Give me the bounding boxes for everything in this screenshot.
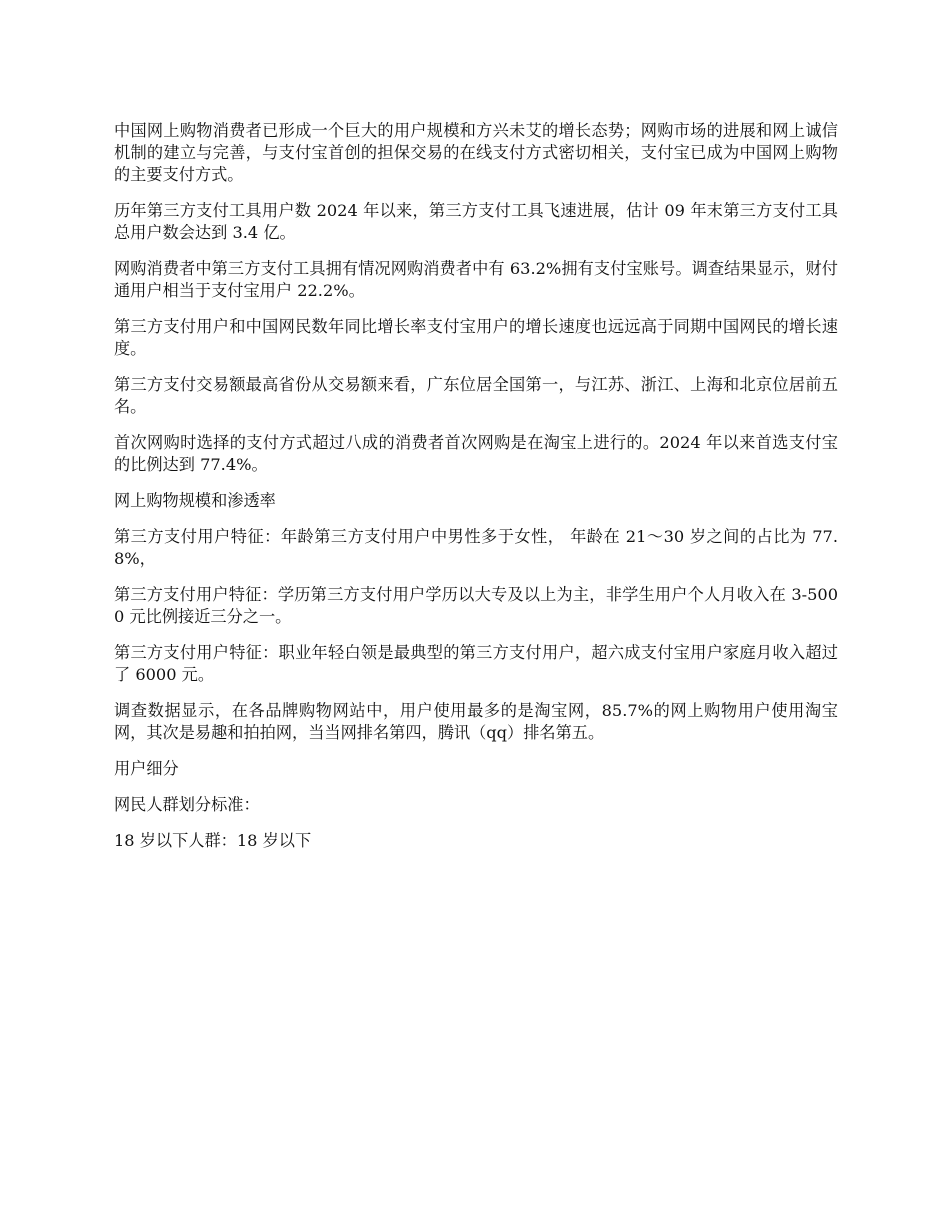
paragraph-third-party-payment-users: 历年第三方支付工具用户数 2024 年以来，第三方支付工具飞速进展，估计 09 年末第三方支付工具总用户数会达到 3.4 亿。 — [114, 201, 838, 242]
paragraph-user-segmentation-heading: 用户细分 — [114, 759, 179, 778]
paragraph-first-purchase-payment: 首次网购时选择的支付方式超过八成的消费者首次网购是在淘宝上进行的。2024 年以来首选支付宝的比例达到 77.4%。 — [114, 433, 838, 474]
paragraph-scale-penetration-heading: 网上购物规模和渗透率 — [114, 491, 276, 510]
paragraph-user-feature-education: 第三方支付用户特征：学历第三方支付用户学历以大专及以上为主，非学生用户个人月收入在 3-5000 元比例接近三分之一。 — [114, 585, 838, 626]
paragraph-payment-tool-ownership: 网购消费者中第三方支付工具拥有情况网购消费者中有 63.2%拥有支付宝账号。调查结果显示，财付通用户相当于支付宝用户 22.2%。 — [114, 259, 838, 300]
paragraph-online-shopping-overview: 中国网上购物消费者已形成一个巨大的用户规模和方兴未艾的增长态势；网购市场的进展和网上诚信机制的建立与完善，与支付宝首创的担保交易的在线支付方式密切相关，支付宝已成为中国网上购物的主要支付方式。 — [114, 121, 838, 184]
paragraph-shopping-site-ranking: 调查数据显示，在各品牌购物网站中，用户使用最多的是淘宝网，85.7%的网上购物用户使用淘宝网，其次是易趣和拍拍网，当当网排名第四，腾讯（qq）排名第五。 — [114, 701, 838, 742]
paragraph-under-18-group: 18 岁以下人群：18 岁以下 — [114, 831, 312, 850]
paragraph-user-feature-occupation: 第三方支付用户特征：职业年轻白领是最典型的第三方支付用户，超六成支付宝用户家庭月收入超过了 6000 元。 — [114, 643, 838, 684]
paragraph-top-provinces: 第三方支付交易额最高省份从交易额来看，广东位居全国第一，与江苏、浙江、上海和北京位居前五名。 — [114, 375, 838, 416]
paragraph-segmentation-criteria: 网民人群划分标准： — [114, 795, 260, 814]
paragraph-user-growth-rate: 第三方支付用户和中国网民数年同比增长率支付宝用户的增长速度也远远高于同期中国网民的增长速度。 — [114, 317, 838, 358]
paragraph-user-feature-age: 第三方支付用户特征：年龄第三方支付用户中男性多于女性， 年龄在 21～30 岁之间的占比为 77.8%， — [114, 527, 838, 568]
